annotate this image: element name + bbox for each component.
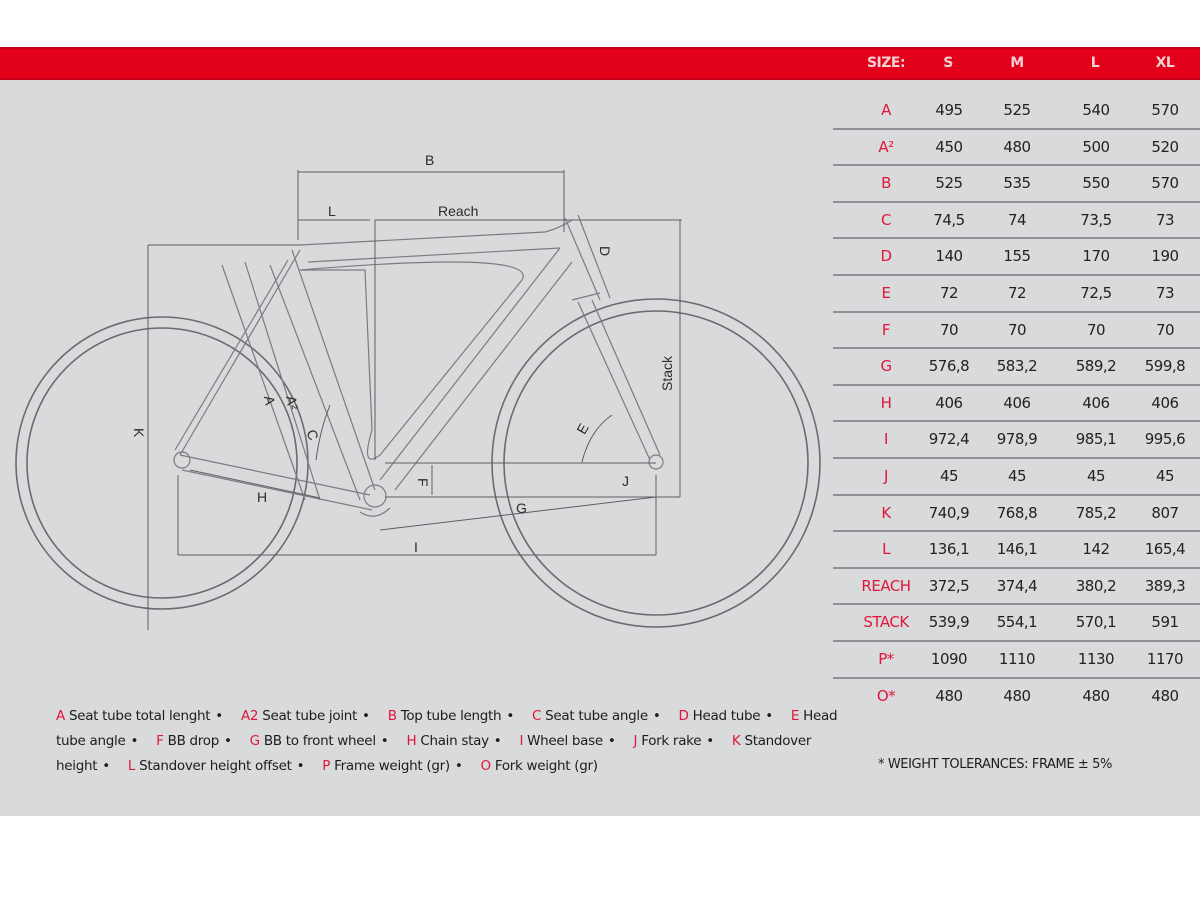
cell-s: 45 (939, 467, 959, 485)
cell-l: 540 (1082, 101, 1110, 119)
table-row (833, 422, 1200, 459)
cell-l: 500 (1082, 137, 1110, 156)
cell-l: 985,1 (1075, 430, 1117, 449)
legend-key: H (406, 733, 417, 749)
cell-s: 972,4 (928, 430, 970, 449)
cell-s: 480 (935, 686, 963, 705)
table-row (833, 605, 1200, 642)
cell-l: 589,2 (1075, 357, 1117, 376)
cell-xl: 73 (1155, 284, 1175, 302)
cell-xl: 389,3 (1144, 576, 1186, 595)
row-label: G (880, 357, 892, 376)
cell-xl: 995,6 (1144, 430, 1186, 449)
cell-s: 74,5 (933, 210, 965, 229)
cell-m: 1110 (998, 650, 1036, 668)
cell-xl: 591 (1151, 613, 1179, 632)
legend-key: I (519, 733, 524, 749)
cell-m: 978,9 (996, 430, 1038, 449)
cell-m: 768,8 (996, 503, 1038, 522)
legend-text: Top tube length (400, 708, 502, 724)
dim-label-e: E (573, 420, 592, 437)
row-label: H (880, 393, 892, 412)
row-label: P* (878, 650, 894, 668)
cell-xl: 406 (1151, 393, 1179, 412)
cell-l: 1130 (1077, 650, 1115, 668)
cell-m: 374,4 (996, 576, 1038, 595)
dim-label-stack: Stack (659, 355, 675, 391)
table-row (833, 349, 1200, 386)
row-label: D (880, 247, 892, 266)
dim-label-c: C (303, 427, 322, 443)
cell-l: 142 (1082, 540, 1110, 559)
dim-label-j: J (622, 473, 629, 489)
table-row (833, 496, 1200, 533)
cell-m: 406 (1003, 393, 1031, 412)
legend-text: Seat tube angle (545, 708, 648, 724)
cell-s: 406 (935, 393, 963, 412)
cell-s: 372,5 (928, 576, 970, 595)
table-row (833, 313, 1200, 350)
row-label: O* (876, 686, 896, 705)
row-label: REACH (861, 576, 911, 595)
table-row (833, 532, 1200, 569)
geometry-legend: A Seat tube total lenght • A2 Seat tube joint • B Top tube length • C Seat tube angle • D Head tube • E Head tube angle • F BB drop • G BB to front wheel • H Chain stay • I Wheel base • J Fork rake • K Standover height • L Standover height offset • P Frame weight (gr) • O Fork weight (gr) (56, 708, 838, 774)
cell-l: 480 (1082, 686, 1110, 705)
table-row (833, 459, 1200, 496)
rear-wheel (16, 317, 308, 609)
legend-key: C (531, 708, 542, 724)
row-label: STACK (863, 613, 909, 632)
cell-m: 155 (1003, 247, 1031, 266)
legend-text: Standover height (56, 733, 812, 774)
legend-key: J (633, 733, 638, 749)
cell-l: 380,2 (1075, 576, 1117, 595)
cell-xl: 480 (1151, 686, 1179, 705)
table-row (833, 166, 1200, 203)
cell-l: 45 (1086, 467, 1106, 485)
cell-s: 1090 (930, 650, 968, 668)
row-label: L (882, 540, 890, 559)
cell-m: 45 (1007, 467, 1027, 485)
cell-s: 495 (935, 101, 963, 119)
dim-label-d: D (597, 246, 613, 257)
cell-s: 136,1 (928, 540, 970, 559)
cell-l: 550 (1082, 174, 1110, 193)
size-header-xl: XL (1155, 55, 1175, 71)
row-label: A² (878, 137, 894, 156)
cell-s: 525 (935, 174, 963, 193)
dim-label-a2: A² (283, 394, 302, 411)
cell-s: 740,9 (928, 503, 970, 522)
legend-text: BB to front wheel (263, 733, 376, 749)
legend-key: K (731, 733, 741, 749)
cell-s: 140 (935, 247, 963, 266)
cell-l: 570,1 (1075, 613, 1117, 632)
legend-key: G (249, 733, 260, 749)
cell-l: 785,2 (1075, 503, 1117, 522)
row-label: I (884, 430, 888, 449)
cell-xl: 520 (1151, 137, 1179, 156)
legend-text: Chain stay (420, 733, 489, 749)
table-row (833, 679, 1200, 716)
cell-m: 554,1 (996, 613, 1038, 632)
legend-text: Seat tube joint (262, 708, 358, 724)
dim-label-l: L (328, 203, 336, 219)
row-label: E (881, 284, 891, 302)
cell-m: 146,1 (996, 540, 1038, 559)
table-row (833, 93, 1200, 130)
cell-xl: 570 (1151, 174, 1179, 193)
cell-m: 74 (1007, 210, 1027, 229)
dim-label-b: B (425, 152, 435, 168)
legend-key: E (790, 708, 800, 724)
cell-m: 72 (1007, 284, 1027, 302)
cell-xl: 70 (1155, 320, 1175, 339)
table-row (833, 386, 1200, 423)
legend-text: BB drop (167, 733, 219, 749)
dim-label-a: A (261, 394, 279, 407)
cell-m: 70 (1007, 320, 1027, 339)
cell-s: 576,8 (928, 357, 970, 376)
legend-text: Seat tube total lenght (68, 708, 211, 724)
cell-xl: 570 (1151, 101, 1179, 119)
row-label: K (881, 503, 891, 522)
cell-m: 480 (1003, 137, 1031, 156)
row-label: F (881, 320, 891, 339)
cell-l: 70 (1086, 320, 1106, 339)
size-header-l: L (1090, 55, 1100, 71)
cell-l: 406 (1082, 393, 1110, 412)
dim-label-reach: Reach (438, 203, 479, 219)
legend-key: D (678, 708, 689, 724)
dim-label-h: H (257, 489, 268, 505)
row-label: C (881, 210, 891, 229)
legend-text: Head tube angle (56, 708, 838, 749)
cell-s: 72 (939, 284, 959, 302)
dim-label-g: G (516, 500, 527, 516)
row-label: A (881, 101, 891, 119)
cell-xl: 1170 (1146, 650, 1184, 668)
table-row (833, 569, 1200, 606)
cell-l: 72,5 (1080, 284, 1112, 302)
cell-xl: 45 (1155, 467, 1175, 485)
legend-key: B (387, 708, 397, 724)
dim-label-k: K (131, 428, 147, 438)
cell-xl: 165,4 (1144, 540, 1186, 559)
legend-key: O (480, 758, 491, 774)
legend-text: Standover height offset (139, 758, 292, 774)
cell-xl: 599,8 (1144, 357, 1186, 376)
row-label: J (884, 467, 888, 485)
cell-s: 539,9 (928, 613, 970, 632)
cell-xl: 190 (1151, 247, 1179, 266)
legend-key: A2 (240, 708, 259, 724)
cell-s: 450 (935, 137, 963, 156)
cell-m: 525 (1003, 101, 1031, 119)
cell-s: 70 (939, 320, 959, 339)
cell-l: 170 (1082, 247, 1110, 266)
dim-label-f: F (415, 478, 431, 487)
row-label: B (881, 174, 891, 193)
table-row (833, 642, 1200, 679)
cell-m: 535 (1003, 174, 1031, 193)
cell-l: 73,5 (1080, 210, 1112, 229)
legend-text: Head tube (692, 708, 761, 724)
legend-text: Frame weight (gr) (334, 758, 450, 774)
table-row (833, 130, 1200, 167)
table-row (833, 239, 1200, 276)
cell-m: 583,2 (996, 357, 1038, 376)
legend-text: Fork rake (641, 733, 702, 749)
weight-tolerance-note: * WEIGHT TOLERANCES: FRAME ± 5% (878, 757, 1112, 772)
legend-text: Fork weight (gr) (494, 758, 598, 774)
legend-key: F (156, 733, 164, 749)
dim-label-i: I (414, 539, 418, 555)
table-row (833, 276, 1200, 313)
bike-geometry-diagram (0, 80, 830, 700)
size-header-label: SIZE: (866, 55, 906, 71)
legend-key: P (322, 758, 331, 774)
cell-m: 480 (1003, 686, 1031, 705)
legend-key: A (56, 708, 65, 724)
legend-text: Wheel base (527, 733, 603, 749)
cell-xl: 73 (1155, 210, 1175, 229)
cell-xl: 807 (1151, 503, 1179, 522)
size-header-s: S (943, 55, 953, 71)
table-row (833, 203, 1200, 240)
size-header-m: M (1010, 55, 1024, 71)
legend-key: L (127, 758, 136, 774)
